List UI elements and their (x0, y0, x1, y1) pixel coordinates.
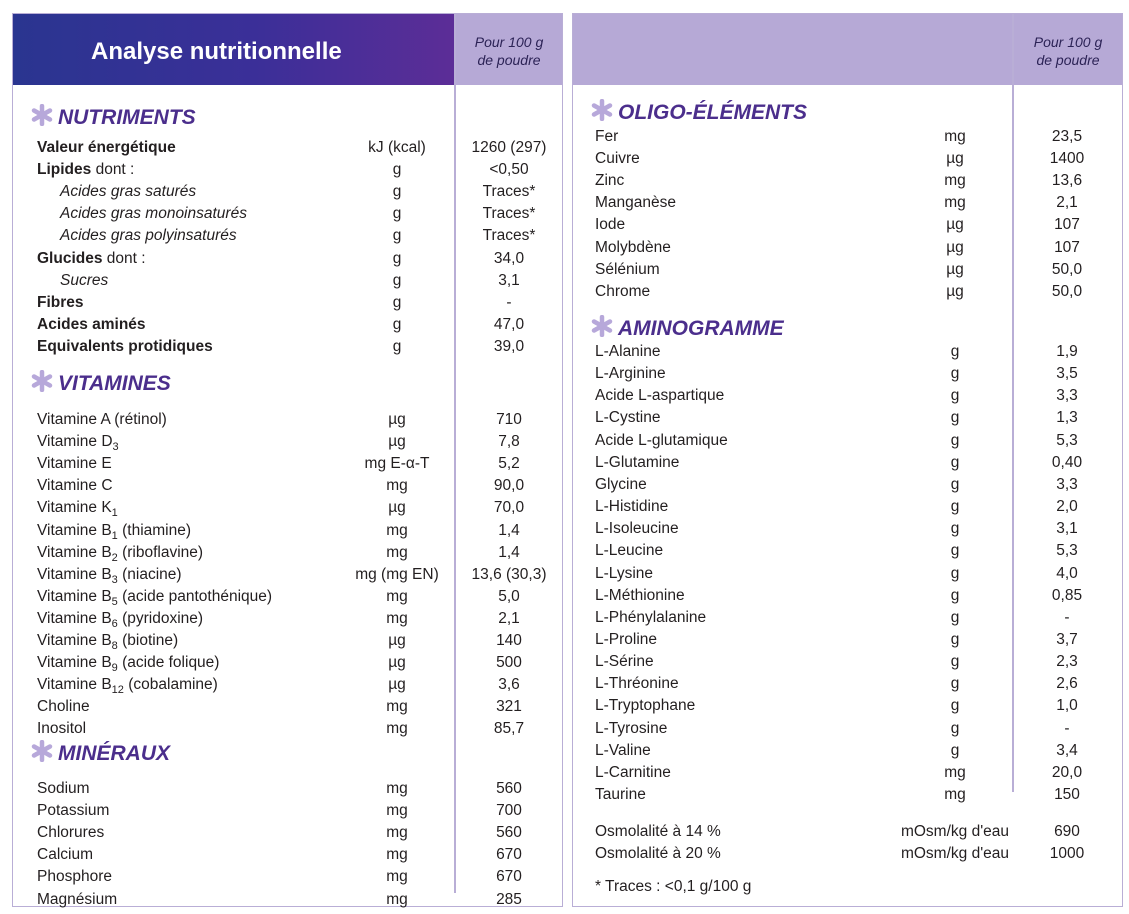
nutrient-unit: mg (386, 802, 408, 820)
nutrient-name: Vitamine $D_3$ (37, 433, 119, 454)
nutrient-name: L-Tryptophane (595, 697, 696, 715)
nutrient-unit: µg (388, 411, 406, 428)
nutrient-value: 2,1 (1056, 194, 1078, 212)
asterisk-icon (591, 99, 613, 127)
table-row (37, 225, 557, 247)
table-row (37, 889, 557, 911)
nutrient-unit: g (950, 498, 960, 516)
nutrient-unit: mg (944, 194, 966, 212)
nutrient-name: Acide L-aspartique (595, 387, 725, 405)
table-row (595, 407, 1115, 429)
nutrient-unit: mg (944, 763, 966, 781)
nutrient-unit: mg (386, 846, 408, 864)
nutrient-value: - (506, 293, 512, 311)
nutrient-name: L-Cystine (595, 409, 661, 427)
asterisk-icon (31, 104, 53, 132)
nutrient-unit: g (950, 409, 960, 427)
asterisk-icon (31, 740, 53, 768)
nutrient-unit: mg (386, 521, 408, 539)
table-row (37, 844, 557, 866)
nutrient-value: 7,8 (498, 433, 520, 451)
nutrient-name: Glucides dont : (37, 249, 146, 267)
nutrient-name: L-Lysine (595, 564, 654, 582)
nutrient-unit: mg (386, 824, 408, 842)
nutrient-name: Osmolalité à 14 % (595, 823, 721, 840)
nutrient-value: 39,0 (493, 337, 525, 355)
table-row (595, 148, 1115, 170)
nutrient-value: 20,0 (1051, 763, 1083, 781)
footnote: * Traces : <0,1 g/100 g (595, 878, 752, 895)
nutrient-name: L-Arginine (595, 365, 666, 383)
nutrient-value: 4,0 (1056, 564, 1078, 582)
table-row (595, 540, 1115, 562)
nutrient-name: L-Thréonine (595, 675, 679, 693)
nutrient-value: <0,50 (489, 161, 529, 179)
table-row (37, 497, 557, 519)
table-row (595, 281, 1115, 303)
nutrient-name: L-Sérine (595, 653, 654, 671)
nutrient-name: Fer (595, 128, 619, 145)
nutrient-name: Sélénium (595, 260, 660, 278)
nutrient-unit: g (392, 293, 402, 311)
nutrient-value: 710 (496, 411, 522, 428)
nutrient-name: Acide L-glutamique (595, 431, 728, 449)
nutrient-name: L-Méthionine (595, 586, 685, 604)
table-row (595, 126, 1115, 148)
table-row (595, 563, 1115, 585)
nutrient-unit: g (950, 475, 960, 493)
nutrient-value: 690 (1054, 823, 1080, 840)
nutrient-name: Iode (595, 216, 626, 234)
nutrient-name: Inositol (37, 720, 87, 738)
nutrient-value: 13,6 (1051, 172, 1083, 190)
asterisk-icon (591, 315, 613, 343)
nutrient-unit: kJ (kcal) (368, 139, 426, 156)
nutrient-unit: mOsm/kg d'eau (900, 823, 1010, 840)
nutrient-name: Vitamine $B_5$ (acide pantothénique) (37, 587, 273, 608)
nutrient-unit: g (950, 564, 960, 582)
nutrient-name: Valeur énergétique (37, 139, 176, 156)
nutrient-name: Vitamine $B_1$ (thiamine) (37, 521, 192, 542)
table-row (37, 542, 557, 564)
nutrient-value: 3,5 (1056, 365, 1078, 383)
nutrient-value: 5,0 (498, 587, 520, 605)
nutrient-name: Vitamine $B_8$ (biotine) (37, 632, 179, 652)
nutrient-value: 670 (496, 868, 522, 886)
table-row (37, 248, 557, 270)
table-row (37, 453, 557, 475)
nutrient-value: 2,6 (1056, 675, 1078, 693)
page-title: Analyse nutritionnelle (91, 38, 342, 65)
nutrient-value: 1,9 (1056, 343, 1078, 360)
table-row (37, 475, 557, 497)
table-row (37, 866, 557, 888)
nutrient-unit: g (392, 249, 402, 267)
nutrient-unit: g (950, 387, 960, 405)
table-row (37, 718, 557, 740)
right-panel (572, 13, 1123, 907)
nutrient-unit: g (950, 365, 960, 383)
nutrient-unit: mg (386, 587, 408, 605)
nutrient-unit: µg (946, 282, 964, 300)
table-row (37, 564, 557, 586)
table-row (595, 673, 1115, 695)
table-row (595, 695, 1115, 717)
table-row (37, 270, 557, 292)
table-row (595, 237, 1115, 259)
nutrient-unit: µg (946, 238, 964, 256)
nutrient-name: Cuivre (595, 150, 640, 168)
nutrient-unit: g (950, 630, 960, 648)
section-title-mineraux: MINÉRAUX (31, 740, 170, 768)
nutrient-value: 90,0 (493, 477, 525, 495)
nutrient-unit: g (950, 653, 960, 671)
nutrient-value: 1400 (1049, 150, 1085, 168)
nutrient-value: 670 (496, 846, 522, 864)
nutrient-unit: mg (386, 890, 408, 908)
nutrient-value: 47,0 (493, 315, 525, 333)
nutrient-name: L-Proline (595, 630, 658, 648)
nutrient-name: Chrome (595, 282, 651, 300)
nutrient-unit: mg (944, 786, 966, 803)
nutrient-name: Glycine (595, 475, 647, 493)
nutrient-unit: mg (386, 477, 408, 495)
nutrient-value: 560 (496, 824, 522, 842)
nutrient-unit: g (950, 431, 960, 449)
nutrient-name: L-Leucine (595, 542, 664, 560)
nutrient-unit: µg (388, 676, 406, 694)
nutrient-unit: µg (946, 216, 964, 234)
nutrient-unit: mg (386, 720, 408, 738)
nutrient-unit: mg (386, 543, 408, 561)
nutrient-name: Vitamine $B_{12}$ (cobalamine) (37, 676, 218, 697)
nutrient-unit: g (392, 161, 402, 179)
table-row (37, 203, 557, 225)
nutrient-value: 3,1 (1056, 520, 1078, 538)
nutrient-value: 1,4 (498, 521, 520, 539)
section-title-aminogramme: AMINOGRAMME (591, 315, 784, 343)
nutrient-unit: mg (386, 609, 408, 627)
nutrient-value: 700 (496, 802, 522, 820)
nutrient-value: 1,3 (1056, 409, 1078, 427)
nutrient-value: 3,1 (498, 271, 520, 289)
table-row (595, 718, 1115, 740)
nutrient-name: L-Valine (595, 741, 651, 759)
nutrient-unit: µg (388, 654, 406, 672)
nutrient-value: Traces* (482, 183, 536, 201)
table-row (37, 431, 557, 453)
nutrient-unit: g (950, 697, 960, 715)
nutrient-unit: mg (386, 868, 408, 886)
nutrient-name: Calcium (37, 846, 93, 864)
nutrient-name: Potassium (37, 802, 110, 820)
nutrient-value: 34,0 (493, 249, 525, 267)
nutrient-value: 2,1 (498, 609, 520, 627)
nutrient-value: - (1064, 719, 1070, 737)
nutrient-name: Molybdène (595, 238, 671, 256)
nutrient-name: Lipides dont : (37, 161, 135, 179)
table-row (595, 784, 1115, 806)
table-row (37, 409, 557, 431)
right-header (573, 14, 1122, 85)
table-row (37, 181, 557, 203)
nutrient-name: Manganèse (595, 194, 677, 212)
nutrient-name: Osmolalité à 20 % (595, 845, 721, 863)
table-row (37, 314, 557, 336)
nutrient-name: Acides gras saturés (60, 183, 197, 201)
asterisk-icon (31, 370, 53, 398)
table-row (595, 651, 1115, 673)
nutrient-unit: g (392, 183, 402, 201)
table-row (37, 520, 557, 542)
left-panel (12, 13, 563, 907)
nutrient-unit: g (950, 343, 960, 360)
nutrient-unit: µg (388, 499, 406, 517)
table-row (595, 740, 1115, 762)
nutrient-value: 3,6 (498, 676, 520, 694)
table-row (595, 496, 1115, 518)
left-header (13, 14, 562, 85)
nutrient-value: 3,3 (1056, 387, 1078, 405)
nutrient-value: 5,3 (1056, 431, 1078, 449)
nutrient-unit: mg (944, 128, 966, 145)
nutrient-name: Sodium (37, 780, 90, 797)
nutrient-unit: g (950, 675, 960, 693)
table-row (37, 137, 557, 159)
column-header-per-100g: Pour 100 g de poudre (474, 34, 544, 68)
table-row (37, 608, 557, 630)
nutrient-value: 23,5 (1051, 128, 1083, 145)
table-row (37, 778, 557, 800)
nutrient-name: Vitamine $B_9$ (acide folique) (37, 654, 220, 675)
nutrient-value: 2,3 (1056, 653, 1078, 671)
nutrient-value: 13,6 (30,3) (471, 565, 547, 583)
table-row (595, 474, 1115, 496)
nutrient-unit: mg (944, 172, 966, 190)
nutrient-value: 1260 (297) (471, 139, 547, 156)
nutrient-unit: µg (388, 433, 406, 451)
nutrient-value: Traces* (482, 227, 536, 245)
table-row (37, 696, 557, 718)
nutrient-value: 1,0 (1056, 697, 1078, 715)
nutrient-value: 0,85 (1051, 586, 1083, 604)
nutrient-name: L-Histidine (595, 498, 669, 516)
nutrient-unit: g (950, 542, 960, 560)
nutrient-name: Acides aminés (37, 315, 146, 333)
table-row (595, 762, 1115, 784)
nutrient-unit: g (950, 741, 960, 759)
column-header-per-100g: Pour 100 g de poudre (1033, 34, 1103, 68)
nutrient-name: Equivalents protidiques (37, 337, 213, 355)
table-row (595, 170, 1115, 192)
nutrient-value: 5,3 (1056, 542, 1078, 560)
nutrient-name: Sucres (60, 271, 109, 289)
table-row (37, 822, 557, 844)
nutrient-unit: mg (386, 780, 408, 797)
nutrient-name: Vitamine $B_3$ (niacine) (37, 565, 182, 586)
table-row (595, 843, 1115, 865)
table-row (595, 452, 1115, 474)
table-row (37, 800, 557, 822)
nutrient-unit: g (950, 520, 960, 538)
section-title-nutriments: NUTRIMENTS (31, 104, 196, 132)
nutrient-value: Traces* (482, 205, 536, 223)
nutrient-name: Vitamine $B_6$ (pyridoxine) (37, 609, 204, 630)
title-block (13, 14, 454, 85)
table-row (595, 385, 1115, 407)
nutrient-name: Fibres (37, 293, 84, 311)
nutrient-value: 50,0 (1051, 260, 1083, 278)
nutrient-name: Chlorures (37, 824, 105, 842)
nutrient-value: 500 (496, 654, 522, 672)
nutrient-name: Acides gras polyinsaturés (60, 227, 237, 245)
table-row (595, 430, 1115, 452)
nutrient-value: 2,0 (1056, 498, 1078, 516)
nutrient-unit: g (950, 586, 960, 604)
nutrient-unit: g (392, 205, 402, 223)
table-row (37, 159, 557, 181)
nutrient-name: Vitamine C (37, 477, 113, 495)
nutrient-unit: µg (946, 260, 964, 278)
nutrient-value: 50,0 (1051, 282, 1083, 300)
nutrient-name: L-Isoleucine (595, 520, 679, 538)
table-row (595, 363, 1115, 385)
nutrient-unit: mg (386, 698, 408, 716)
nutrient-value: 3,7 (1056, 630, 1078, 648)
table-row (37, 674, 557, 696)
nutrient-value: 1,4 (498, 543, 520, 561)
nutrient-unit: g (950, 719, 960, 737)
section-title-oligo-elements: OLIGO-ÉLÉMENTS (591, 99, 807, 127)
nutrient-value: 0,40 (1051, 453, 1083, 471)
nutrient-unit: g (950, 453, 960, 471)
nutrient-unit: g (392, 315, 402, 333)
nutrient-unit: g (392, 271, 402, 289)
nutrient-unit: g (392, 337, 402, 355)
nutrient-name: Magnésium (37, 890, 118, 908)
nutrient-unit: g (950, 608, 960, 626)
nutrient-value: 70,0 (493, 499, 525, 517)
nutrient-name: Choline (37, 698, 90, 716)
nutrient-name: Phosphore (37, 868, 112, 886)
nutrient-name: L-Tyrosine (595, 719, 668, 737)
table-row (595, 821, 1115, 843)
table-row (595, 585, 1115, 607)
nutrient-unit: mOsm/kg d'eau (900, 845, 1010, 863)
nutrient-name: L-Alanine (595, 343, 661, 360)
nutrient-value: 107 (1054, 216, 1080, 234)
nutrient-name: L-Phénylalanine (595, 608, 707, 626)
nutrient-unit: mg (mg EN) (355, 565, 439, 583)
nutrient-value: 85,7 (493, 720, 525, 738)
table-row (37, 586, 557, 608)
nutrient-value: 560 (496, 780, 522, 797)
table-row (595, 607, 1115, 629)
nutrient-name: Zinc (595, 172, 625, 190)
table-row (595, 341, 1115, 363)
nutrient-value: 107 (1054, 238, 1080, 256)
nutrient-name: Vitamine A (rétinol) (37, 411, 167, 428)
table-row (595, 214, 1115, 236)
nutrient-unit: g (392, 227, 402, 245)
nutrient-name: L-Carnitine (595, 763, 671, 781)
nutrient-name: Vitamine $B_2$ (riboflavine) (37, 543, 204, 564)
nutrient-name: L-Glutamine (595, 453, 680, 471)
nutrient-value: - (1064, 608, 1070, 626)
nutrient-name: Taurine (595, 786, 646, 803)
nutrient-name: Vitamine E (37, 455, 112, 473)
nutrient-value: 1000 (1049, 845, 1085, 863)
table-row (595, 259, 1115, 281)
section-title-vitamines: VITAMINES (31, 370, 171, 398)
table-row (595, 629, 1115, 651)
nutrient-value: 5,2 (498, 455, 520, 473)
nutrient-unit: mg E-α-T (364, 455, 430, 473)
nutrient-value: 3,3 (1056, 475, 1078, 493)
table-row (595, 192, 1115, 214)
table-row (37, 292, 557, 314)
nutrient-value: 285 (496, 890, 522, 908)
nutrient-value: 321 (496, 698, 522, 716)
nutrient-value: 3,4 (1056, 741, 1078, 759)
table-row (37, 652, 557, 674)
nutrient-value: 150 (1054, 786, 1080, 803)
nutrient-unit: µg (388, 632, 406, 649)
table-row (595, 518, 1115, 540)
table-row (37, 630, 557, 652)
table-row (37, 336, 557, 358)
nutrient-unit: µg (946, 150, 964, 168)
nutrient-value: 140 (496, 632, 522, 649)
nutrient-name: Vitamine $K_1$ (37, 499, 118, 520)
nutrient-name: Acides gras monoinsaturés (60, 205, 247, 223)
